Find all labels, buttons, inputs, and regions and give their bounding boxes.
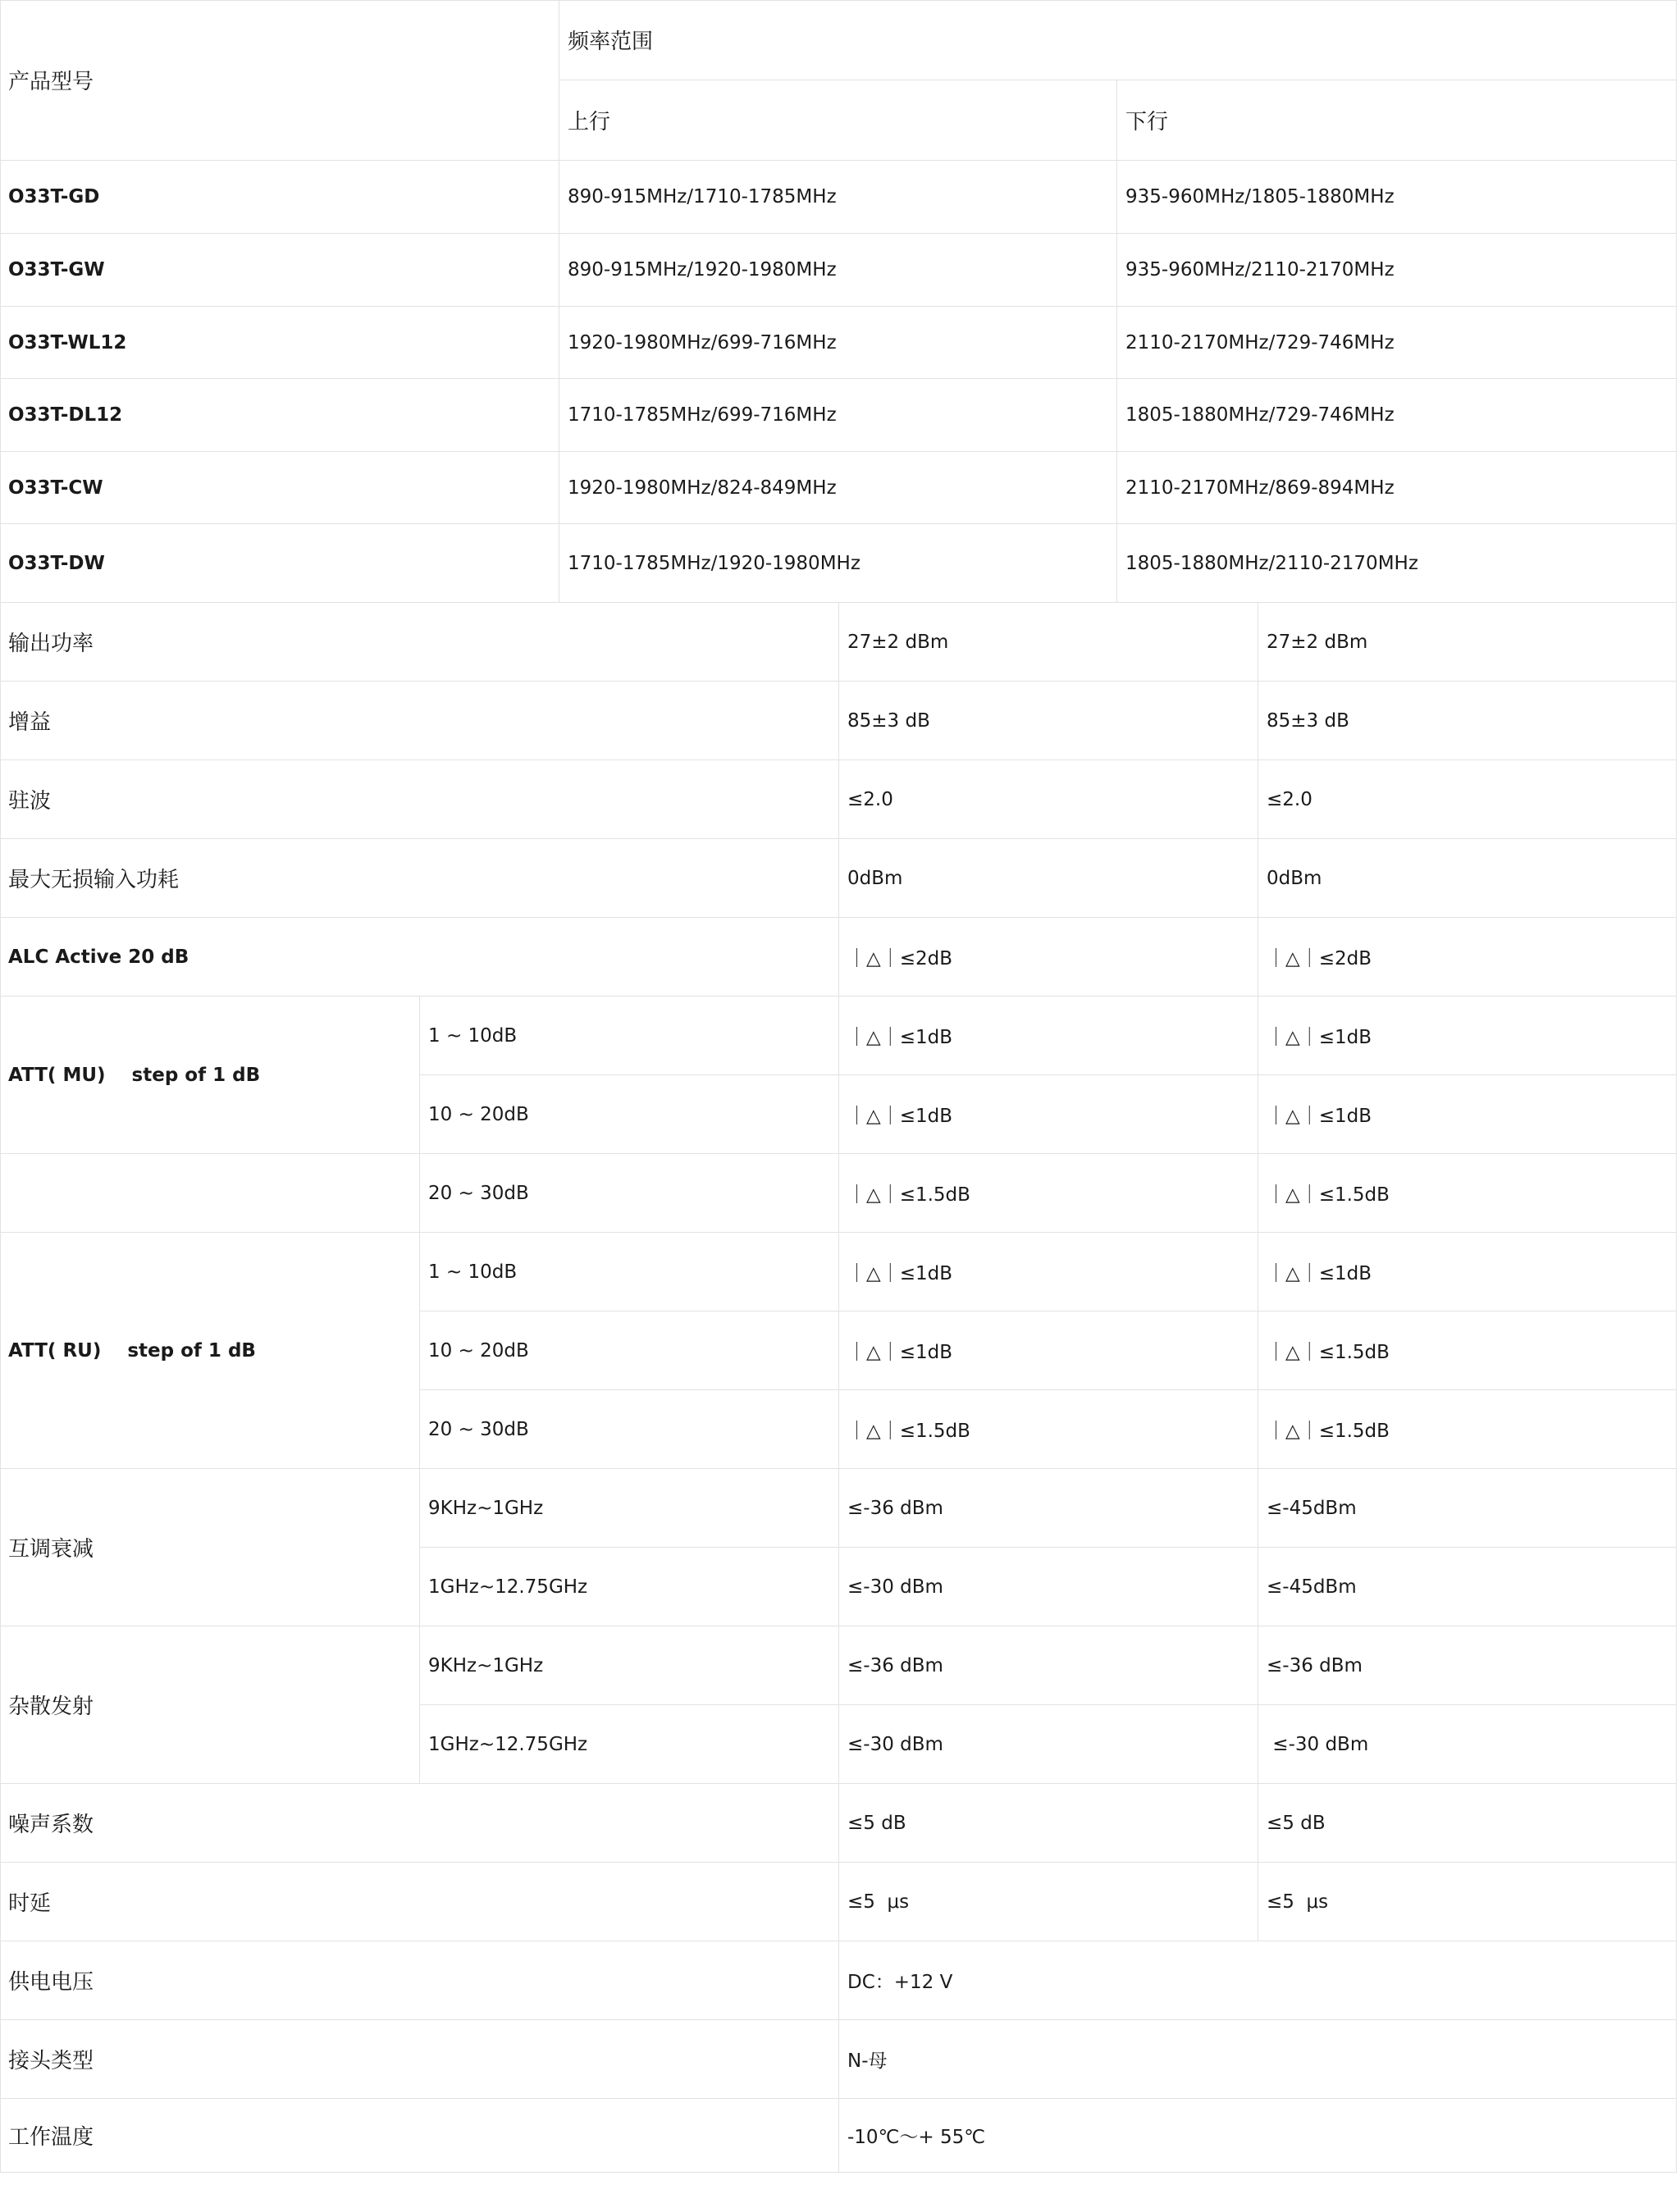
att-ru-downlink: ｜△｜≤1.5dB <box>1258 1311 1677 1390</box>
imd-downlink: ≤-45dBm <box>1258 1548 1677 1626</box>
att-mu-range: 1 ~ 10dB <box>420 997 839 1075</box>
att-mu-downlink: ｜△｜≤1dB <box>1258 1075 1677 1154</box>
imd-uplink: ≤-30 dBm <box>839 1548 1258 1626</box>
vswr-label: 驻波 <box>0 760 839 839</box>
noise-figure-downlink: ≤5 dB <box>1258 1784 1677 1863</box>
imd-range: 1GHz~12.75GHz <box>420 1548 839 1626</box>
att-mu-range: 20 ~ 30dB <box>420 1154 839 1233</box>
delay-uplink: ≤5 μs <box>839 1863 1258 1941</box>
model-header: 产品型号 <box>0 0 559 161</box>
att-ru-uplink: ｜△｜≤1.5dB <box>839 1390 1258 1469</box>
connector-value: N-母 <box>839 2020 1677 2099</box>
model-uplink: 1710-1785MHz/699-716MHz <box>559 379 1117 452</box>
output-power-uplink: 27±2 dBm <box>839 603 1258 682</box>
imd-range: 9KHz~1GHz <box>420 1469 839 1548</box>
connector-label: 接头类型 <box>0 2020 839 2099</box>
att-ru-uplink: ｜△｜≤1dB <box>839 1311 1258 1390</box>
max-input-uplink: 0dBm <box>839 839 1258 918</box>
alc-downlink: ｜△｜≤2dB <box>1258 918 1677 997</box>
att-ru-range: 20 ~ 30dB <box>420 1390 839 1469</box>
alc-label: ALC Active 20 dB <box>0 918 839 997</box>
att-mu-downlink: ｜△｜≤1.5dB <box>1258 1154 1677 1233</box>
spurious-downlink: ≤-36 dBm <box>1258 1626 1677 1705</box>
gain-uplink: 85±3 dB <box>839 682 1258 760</box>
att-mu-label: ATT( MU) step of 1 dB <box>0 997 420 1154</box>
model-name: O33T-DL12 <box>0 379 559 452</box>
model-uplink: 890-915MHz/1710-1785MHz <box>559 161 1117 234</box>
power-supply-value: DC：+12 V <box>839 1941 1677 2020</box>
spurious-uplink: ≤-30 dBm <box>839 1705 1258 1784</box>
temperature-value: -10℃～+ 55℃ <box>839 2099 1677 2173</box>
spurious-range: 9KHz~1GHz <box>420 1626 839 1705</box>
gain-label: 增益 <box>0 682 839 760</box>
model-name: O33T-GW <box>0 234 559 307</box>
noise-figure-label: 噪声系数 <box>0 1784 839 1863</box>
model-downlink: 935-960MHz/1805-1880MHz <box>1117 161 1677 234</box>
model-downlink: 1805-1880MHz/729-746MHz <box>1117 379 1677 452</box>
max-input-downlink: 0dBm <box>1258 839 1677 918</box>
model-uplink: 1920-1980MHz/699-716MHz <box>559 307 1117 379</box>
spurious-uplink: ≤-36 dBm <box>839 1626 1258 1705</box>
alc-uplink: ｜△｜≤2dB <box>839 918 1258 997</box>
model-uplink: 890-915MHz/1920-1980MHz <box>559 234 1117 307</box>
att-mu-uplink: ｜△｜≤1dB <box>839 997 1258 1075</box>
model-downlink: 1805-1880MHz/2110-2170MHz <box>1117 524 1677 603</box>
model-name: O33T-WL12 <box>0 307 559 379</box>
vswr-downlink: ≤2.0 <box>1258 760 1677 839</box>
model-downlink: 2110-2170MHz/869-894MHz <box>1117 452 1677 524</box>
temperature-label: 工作温度 <box>0 2099 839 2173</box>
output-power-label: 输出功率 <box>0 603 839 682</box>
model-name: O33T-CW <box>0 452 559 524</box>
att-mu-uplink: ｜△｜≤1.5dB <box>839 1154 1258 1233</box>
model-name: O33T-GD <box>0 161 559 234</box>
vswr-uplink: ≤2.0 <box>839 760 1258 839</box>
att-mu-range: 10 ~ 20dB <box>420 1075 839 1154</box>
model-downlink: 935-960MHz/2110-2170MHz <box>1117 234 1677 307</box>
model-uplink: 1710-1785MHz/1920-1980MHz <box>559 524 1117 603</box>
delay-downlink: ≤5 μs <box>1258 1863 1677 1941</box>
att-ru-downlink: ｜△｜≤1dB <box>1258 1233 1677 1311</box>
att-ru-range: 10 ~ 20dB <box>420 1311 839 1390</box>
power-supply-label: 供电电压 <box>0 1941 839 2020</box>
delay-label: 时延 <box>0 1863 839 1941</box>
model-name: O33T-DW <box>0 524 559 603</box>
att-ru-range: 1 ~ 10dB <box>420 1233 839 1311</box>
spurious-range: 1GHz~12.75GHz <box>420 1705 839 1784</box>
att-ru-downlink: ｜△｜≤1.5dB <box>1258 1390 1677 1469</box>
spurious-downlink: ≤-30 dBm <box>1258 1705 1677 1784</box>
downlink-header: 下行 <box>1117 80 1677 161</box>
imd-uplink: ≤-36 dBm <box>839 1469 1258 1548</box>
imd-label: 互调衰减 <box>0 1469 420 1626</box>
output-power-downlink: 27±2 dBm <box>1258 603 1677 682</box>
gain-downlink: 85±3 dB <box>1258 682 1677 760</box>
max-input-label: 最大无损输入功耗 <box>0 839 839 918</box>
model-downlink: 2110-2170MHz/729-746MHz <box>1117 307 1677 379</box>
model-uplink: 1920-1980MHz/824-849MHz <box>559 452 1117 524</box>
uplink-header: 上行 <box>559 80 1117 161</box>
att-mu-uplink: ｜△｜≤1dB <box>839 1075 1258 1154</box>
freq-range-header: 频率范围 <box>559 0 1677 80</box>
imd-downlink: ≤-45dBm <box>1258 1469 1677 1548</box>
att-ru-label: ATT( RU) step of 1 dB <box>0 1233 420 1469</box>
spurious-label: 杂散发射 <box>0 1626 420 1784</box>
att-mu-downlink: ｜△｜≤1dB <box>1258 997 1677 1075</box>
noise-figure-uplink: ≤5 dB <box>839 1784 1258 1863</box>
att-mu-empty-cell <box>0 1154 420 1233</box>
att-ru-uplink: ｜△｜≤1dB <box>839 1233 1258 1311</box>
